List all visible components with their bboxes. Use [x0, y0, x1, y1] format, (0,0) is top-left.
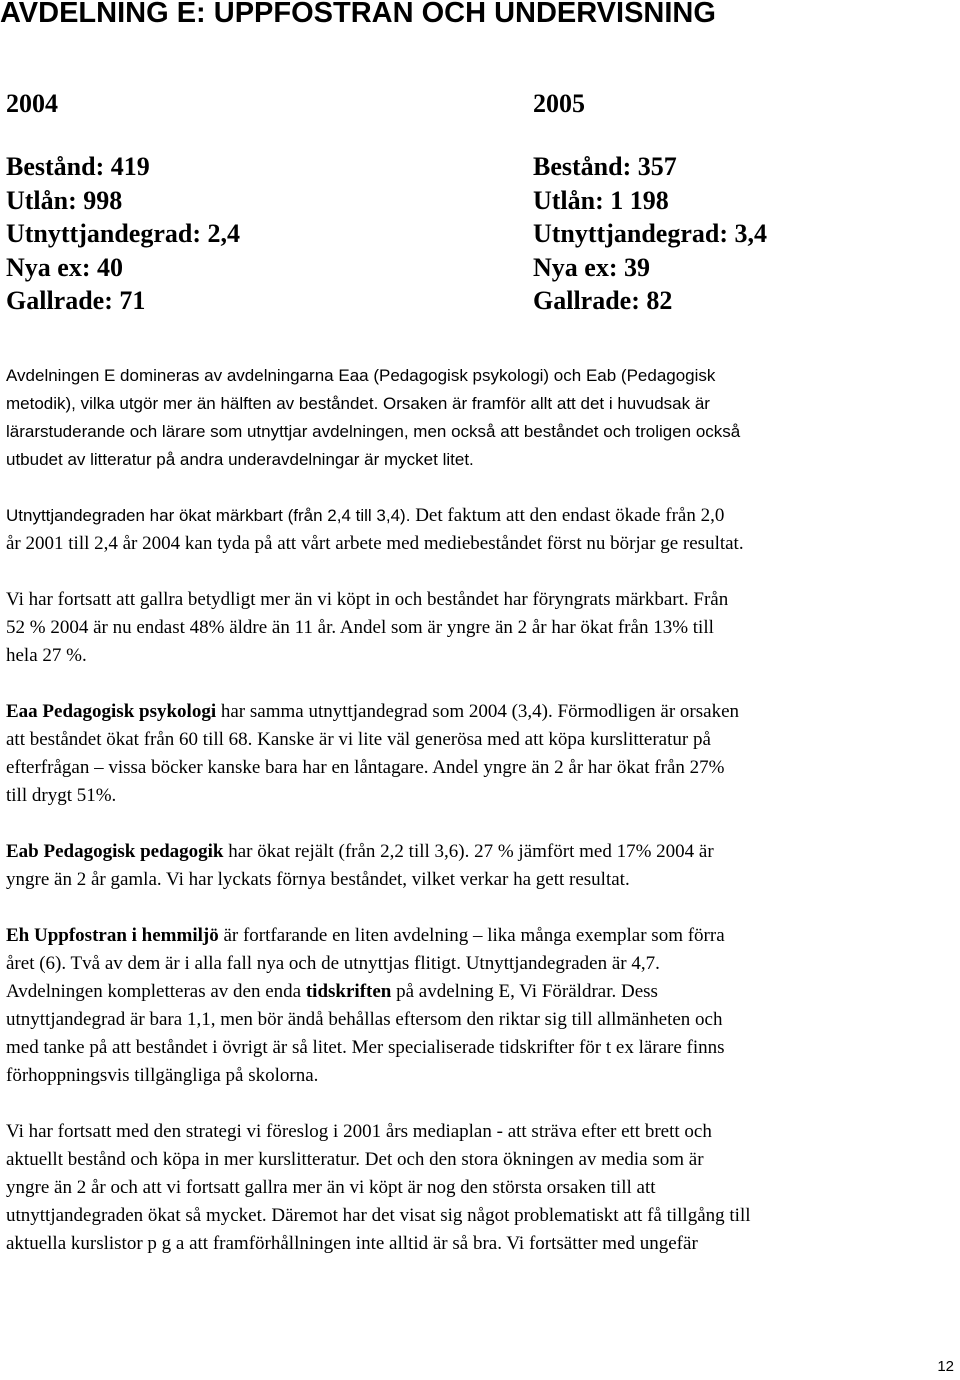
stat-gallrade-2004: Gallrade: 71	[6, 286, 146, 315]
paragraph-line: Vi har fortsatt att gallra betydligt mer än vi köpt in och beståndet har föryngrats märkbart. Från	[6, 589, 729, 610]
paragraph-line: yngre än 2 år gamla. Vi har lyckats förnya beståndet, vilket verkar ha gett resultat.	[6, 869, 630, 890]
text-span: metodik), vilka utgör mer än hälften av beståndet.	[6, 394, 379, 413]
stat-utlan-2004: Utlån: 998	[6, 185, 123, 215]
paragraph-gallring	[6, 586, 960, 670]
paragraph-eab	[6, 838, 960, 894]
paragraph-line: utnyttjandegrad är bara 1,1, men bör ändå behållas eftersom den riktar sig till allmänheten och	[6, 1009, 723, 1030]
paragraph-line: aktuella kurslistor p g a att framförhållningen inte alltid är så bra. Vi fortsätter med ungefär	[6, 1233, 698, 1254]
stat-nya-ex-2004: Nya ex: 40	[6, 252, 123, 282]
paragraph-line: året (6). Två av dem är i alla fall nya och de utnyttjas flitigt. Utnyttjandegraden är 4,7.	[6, 953, 660, 974]
body-text	[6, 362, 960, 1258]
stat-utlan-2005: Utlån: 1 198	[533, 185, 669, 215]
paragraph-line: efterfrågan – vissa böcker kanske bara har en låntagare. Andel yngre än 2 år har ökat från 27%	[6, 757, 725, 778]
paragraph-line	[6, 922, 960, 950]
paragraph-overview	[6, 362, 960, 474]
section-heading: AVDELNING E: UPPFOSTRAN OCH UNDERVISNING	[0, 0, 716, 29]
paragraph-line: år 2001 till 2,4 år 2004 kan tyda på att vårt arbete med mediebeståndet först nu börjar ge resultat.	[6, 533, 744, 554]
text-span: på avdelning E, Vi Föräldrar. Dess	[391, 981, 658, 1002]
subsection-name-eab: Eab Pedagogisk pedagogik	[6, 841, 224, 862]
paragraph-line	[6, 838, 960, 866]
paragraph-line: Vi har fortsatt med den strategi vi föreslog i 2001 års mediaplan - att sträva efter ett brett och	[6, 1121, 712, 1142]
paragraph-eaa	[6, 698, 960, 810]
stats-year-2005: 2005	[533, 89, 585, 118]
paragraph-line: lärarstuderande och lärare som utnyttjar avdelningen, men också att beståndet och troligen också	[6, 422, 741, 441]
stat-gallrade-2005: Gallrade: 82	[533, 286, 673, 315]
paragraph-line: Avdelningen E domineras av avdelningarna Eaa (Pedagogisk psykologi) och Eab (Pedagogisk	[6, 366, 716, 385]
paragraph-line: att beståndet ökat från 60 till 68. Kanske är vi lite väl generösa med att köpa kurslitteratur på	[6, 729, 711, 750]
paragraph-line: hela 27 %.	[6, 645, 87, 666]
stat-bestand-2004: Bestånd: 419	[6, 152, 150, 181]
paragraph-strategi	[6, 1118, 960, 1258]
stat-utnyttjandegrad-2004: Utnyttjandegrad: 2,4	[6, 219, 240, 248]
stat-nya-ex-2005: Nya ex: 39	[533, 252, 650, 282]
paragraph-eh	[6, 922, 960, 1090]
stats-year-2004: 2004	[6, 89, 58, 118]
page-number: 12	[937, 1358, 954, 1375]
text-span: Orsaken är framför allt att det i huvudsak är	[378, 394, 710, 413]
paragraph-line: utnyttjandegraden ökat så mycket. Däremot har det visat sig något problematiskt att få tillgång till	[6, 1205, 751, 1226]
stat-utnyttjandegrad-2005: Utnyttjandegrad: 3,4	[533, 219, 767, 248]
paragraph-line	[6, 390, 960, 418]
paragraph-utnyttjandegrad	[6, 502, 960, 558]
paragraph-line: aktuellt bestånd och köpa in mer kurslitteratur. Det och den stora ökningen av media som är	[6, 1149, 704, 1170]
paragraph-line	[6, 978, 960, 1006]
paragraph-line	[6, 698, 960, 726]
text-span: Avdelningen kompletteras av den enda	[6, 981, 306, 1002]
text-span: Utnyttjandegraden har ökat märkbart (från 2,4 till 3,4).	[6, 506, 411, 525]
stat-bestand-2005: Bestånd: 357	[533, 152, 677, 181]
paragraph-line: förhoppningsvis tillgängliga på skolorna.	[6, 1065, 319, 1086]
text-span: Det faktum att den endast ökade från 2,0	[410, 505, 725, 526]
paragraph-line: utbudet av litteratur på andra underavdelningar är mycket litet.	[6, 450, 474, 469]
paragraph-line: till drygt 51%.	[6, 785, 117, 806]
paragraph-line: yngre än 2 år och att vi fortsatt gallra mer än vi köpt är nog den största orsaken till att	[6, 1177, 656, 1198]
emphasis-tidskriften: tidskriften	[305, 981, 392, 1002]
subsection-name-eaa: Eaa Pedagogisk psykologi	[6, 701, 217, 722]
text-span: har ökat rejält (från 2,2 till 3,6). 27 % jämfört med 17% 2004 är	[223, 841, 714, 862]
text-span: är fortfarande en liten avdelning – lika många exemplar som förra	[218, 925, 725, 946]
subsection-name-eh: Eh Uppfostran i hemmiljö	[6, 925, 219, 946]
text-span: har samma utnyttjandegrad som 2004 (3,4). Förmodligen är orsaken	[216, 701, 740, 722]
stats-2004	[6, 88, 240, 318]
stats-2005	[533, 88, 767, 318]
paragraph-line: med tanke på att beståndet i övrigt är så litet. Mer specialiserade tidskrifter för t ex lärare finns	[6, 1037, 725, 1058]
paragraph-line	[6, 502, 960, 530]
paragraph-line: 52 % 2004 är nu endast 48% äldre än 11 år. Andel som är yngre än 2 år har ökat från 13% till	[6, 617, 714, 638]
